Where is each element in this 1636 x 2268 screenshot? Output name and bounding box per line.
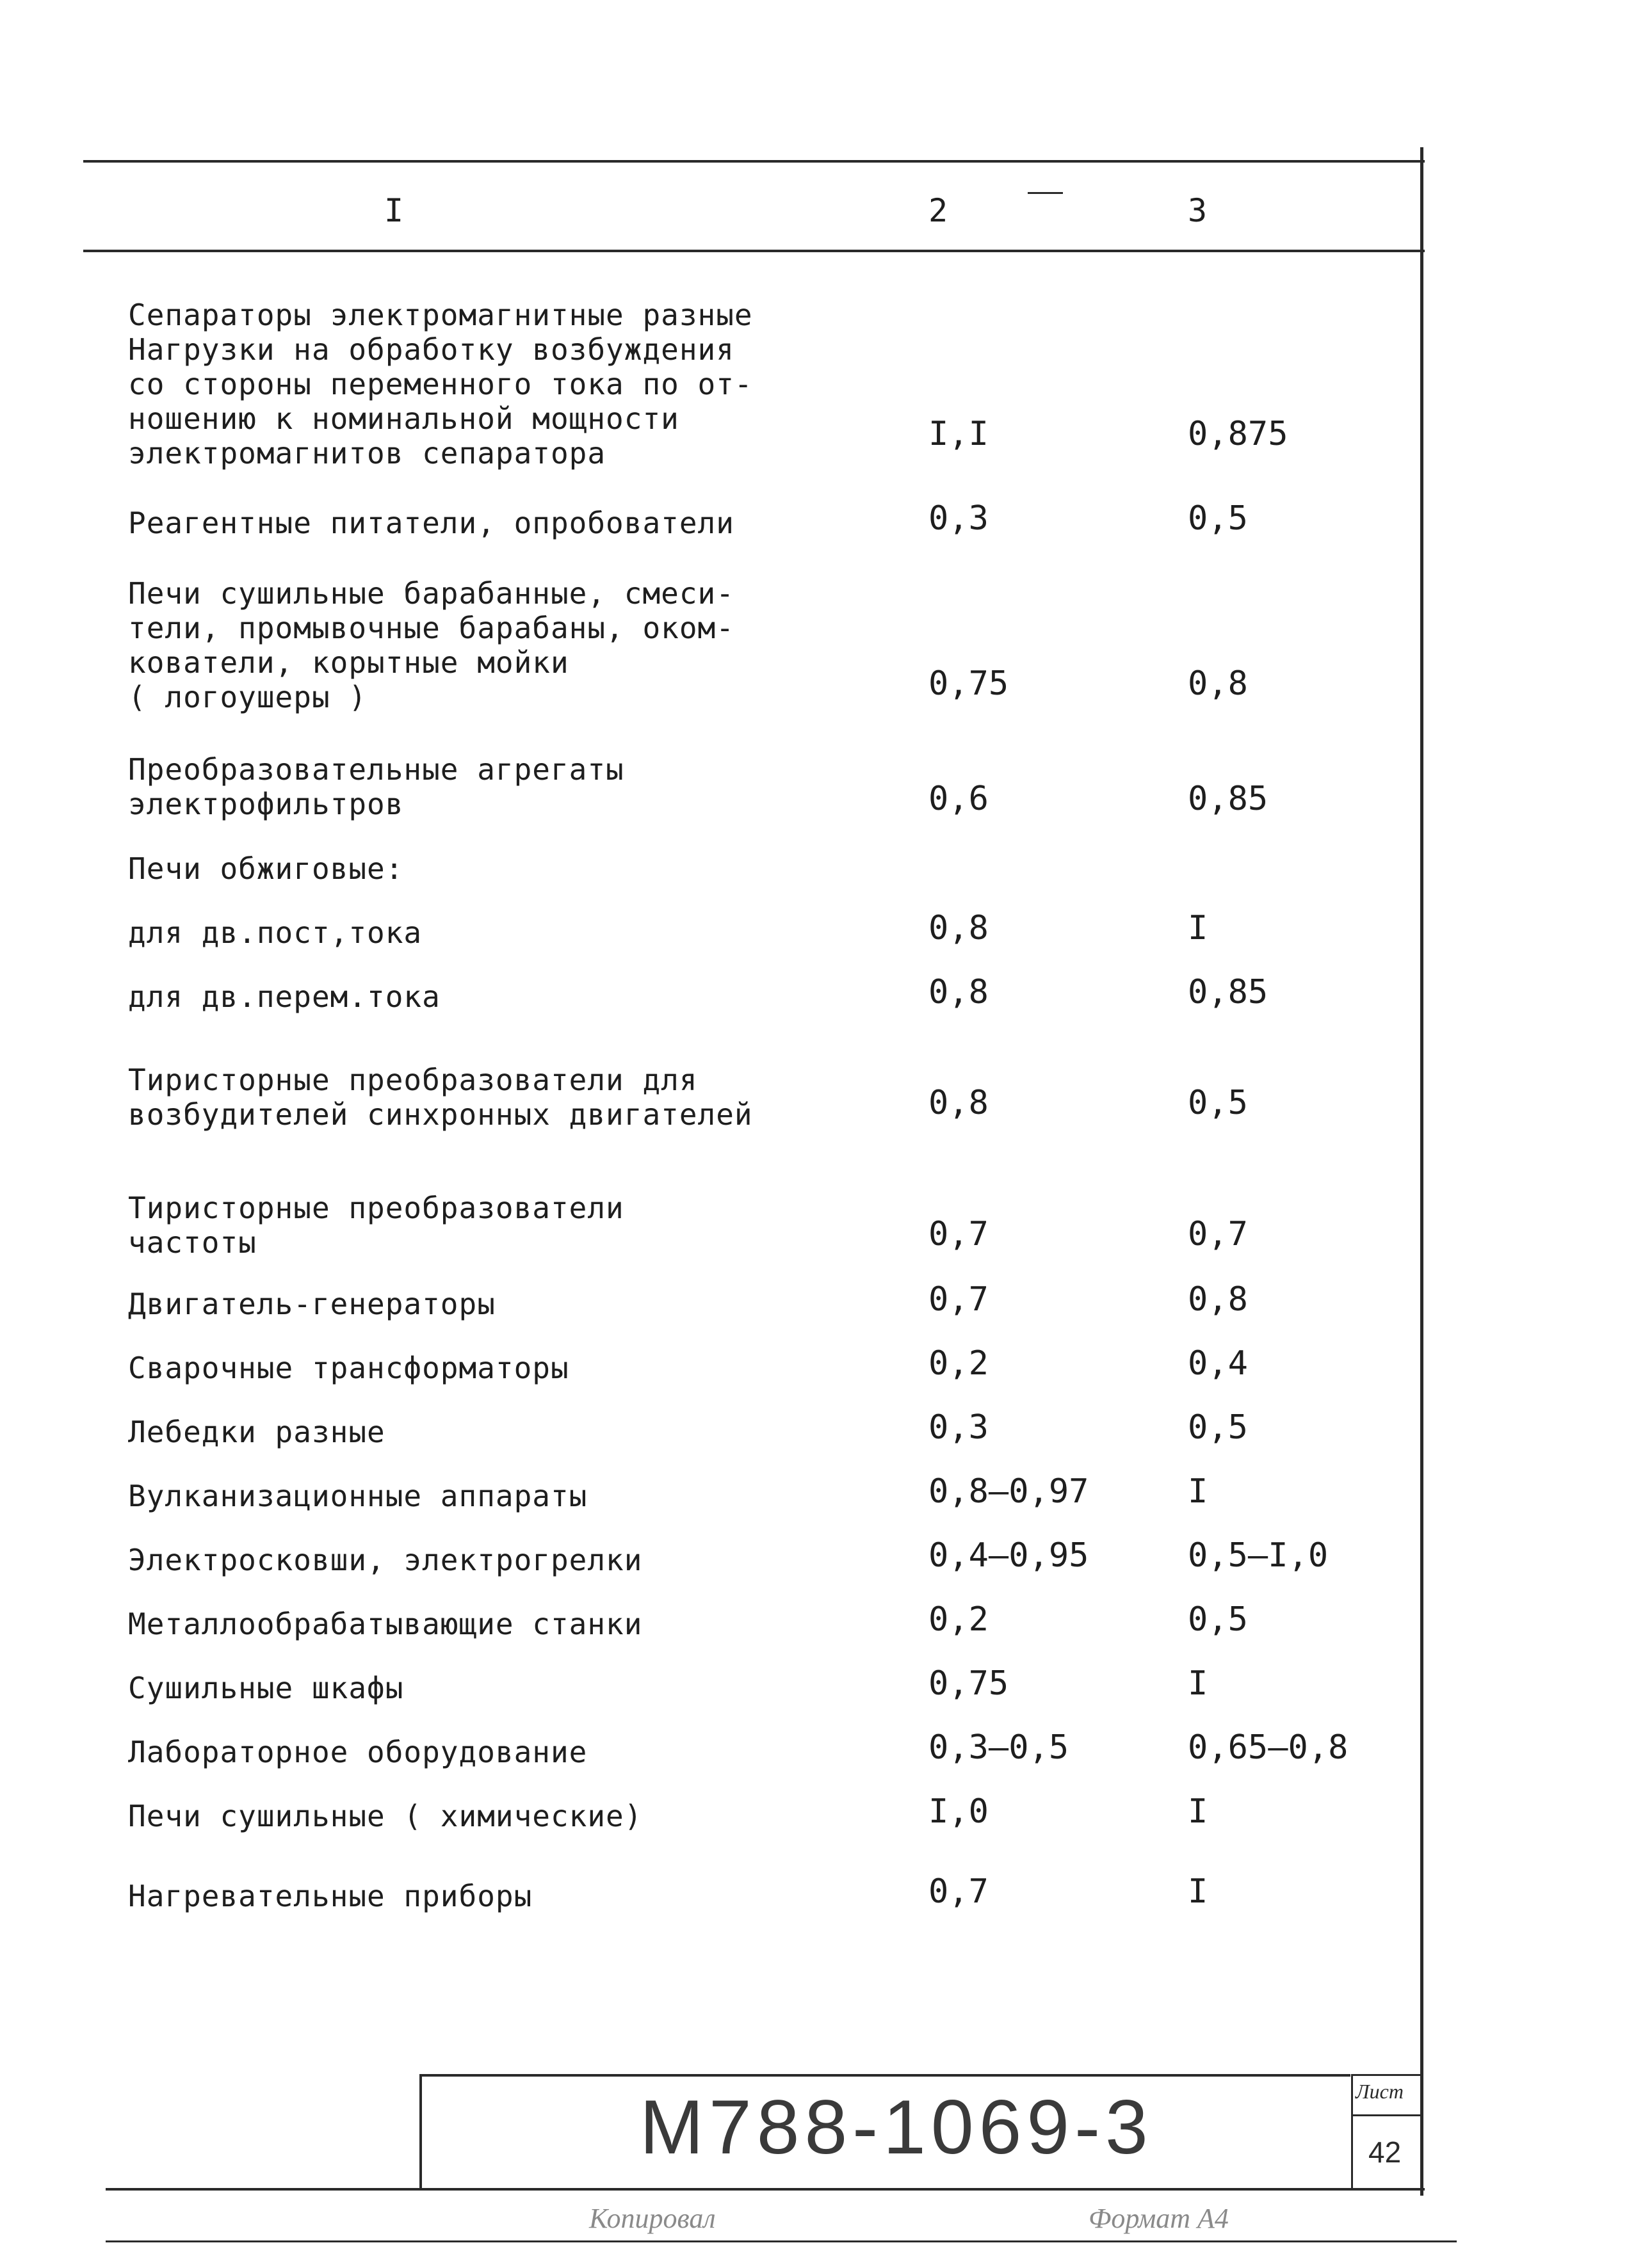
row-value-col3: 0,5 [1188,1084,1248,1122]
row-label: Вулканизационные аппараты [128,1479,588,1513]
row-label: Электросковши, электрогрелки [128,1543,643,1577]
row-value-col3: 0,8 [1188,664,1248,703]
row-value-col3: 0,5 [1188,1408,1248,1447]
row-value-col3: 0,8 [1188,1280,1248,1319]
row-label: Сушильные шкафы [128,1671,404,1705]
header-col2: 2 [928,192,948,229]
row-label: для дв.перем.тока [128,979,441,1014]
row-value-col3: I [1188,1792,1208,1831]
row-label: Печи обжиговые: [128,851,404,886]
row-value-col2: 0,8 [928,973,989,1011]
row-value-col2: 0,3 [928,1408,989,1447]
row-label: Печи сушильные барабанные, смеси- тели, промывочные барабаны, оком- кователи, корытные мойки ( логоушеры ) [128,576,734,714]
sheet-number-box [1351,2074,1423,2190]
row-value-col2: 0,2 [928,1600,989,1639]
row-label: Печи сушильные ( химические) [128,1799,643,1833]
row-value-col2: 0,3 [928,499,989,538]
footer-format: Формат А4 [1089,2203,1229,2234]
row-label: Сепараторы электромагнитные разные Нагрузки на обработку возбуждения со стороны переменного тока по от- ношению к номинальной мощности электромагнитов сепаратора [128,298,753,470]
row-label: Нагревательные приборы [128,1879,533,1913]
row-label: Сварочные трансформаторы [128,1351,569,1385]
row-value-col2: 0,6 [928,780,989,818]
row-value-col3: 0,85 [1188,973,1268,1011]
header-bottom-border [83,250,1425,252]
row-value-col2: 0,8 [928,909,989,947]
row-value-col3: 0,5 [1188,1600,1248,1639]
table-right-border [1420,147,1423,2196]
row-label: Двигатель-генераторы [128,1287,496,1321]
row-value-col2: 0,7 [928,1215,989,1253]
page-bottom-line [106,2240,1457,2242]
row-label: Металлообрабатывающие станки [128,1607,643,1641]
row-label: Лабораторное оборудование [128,1735,588,1769]
row-value-col2: 0,8 [928,1084,989,1122]
row-value-col3: I [1188,1472,1208,1511]
table-top-border [83,160,1425,163]
header-col1: I [384,192,404,229]
row-label: для дв.пост,тока [128,915,423,950]
row-value-col3: I [1188,1664,1208,1703]
sheet-label: Лист [1356,2080,1404,2103]
footer-copied: Копировал [589,2203,716,2234]
row-value-col3: 0,65–0,8 [1188,1728,1348,1767]
row-value-col3: 0,85 [1188,780,1268,818]
row-value-col3: 0,5 [1188,499,1248,538]
document-code: М788-1069-3 [640,2084,1153,2170]
sheet-divider [1353,2114,1423,2116]
row-value-col2: I,I [928,415,989,453]
bottom-border [106,2188,1425,2191]
row-value-col2: 0,7 [928,1872,989,1911]
row-label: Преобразовательные агрегаты электрофильтров [128,752,624,821]
sheet-number: 42 [1368,2135,1402,2169]
row-value-col3: 0,5–I,0 [1188,1536,1329,1575]
row-value-col2: 0,2 [928,1344,989,1383]
row-value-col2: 0,4–0,95 [928,1536,1089,1575]
row-label: Тиристорные преобразователи частоты [128,1191,624,1260]
row-label: Лебедки разные [128,1415,385,1449]
row-value-col2: 0,75 [928,1664,1009,1703]
title-block [419,2074,1350,2189]
row-value-col3: I [1188,909,1208,947]
row-value-col2: 0,75 [928,664,1009,703]
row-value-col3: I [1188,1872,1208,1911]
header-dash [1028,192,1063,194]
row-value-col2: 0,7 [928,1280,989,1319]
row-value-col2: I,0 [928,1792,989,1831]
row-value-col2: 0,3–0,5 [928,1728,1069,1767]
header-col3: 3 [1188,192,1208,229]
row-label: Тиристорные преобразователи для возбудителей синхронных двигателей [128,1063,753,1132]
row-value-col3: 0,4 [1188,1344,1248,1383]
row-value-col3: 0,7 [1188,1215,1248,1253]
row-label: Реагентные питатели, опробователи [128,506,734,540]
row-value-col2: 0,8–0,97 [928,1472,1089,1511]
row-value-col3: 0,875 [1188,415,1288,453]
